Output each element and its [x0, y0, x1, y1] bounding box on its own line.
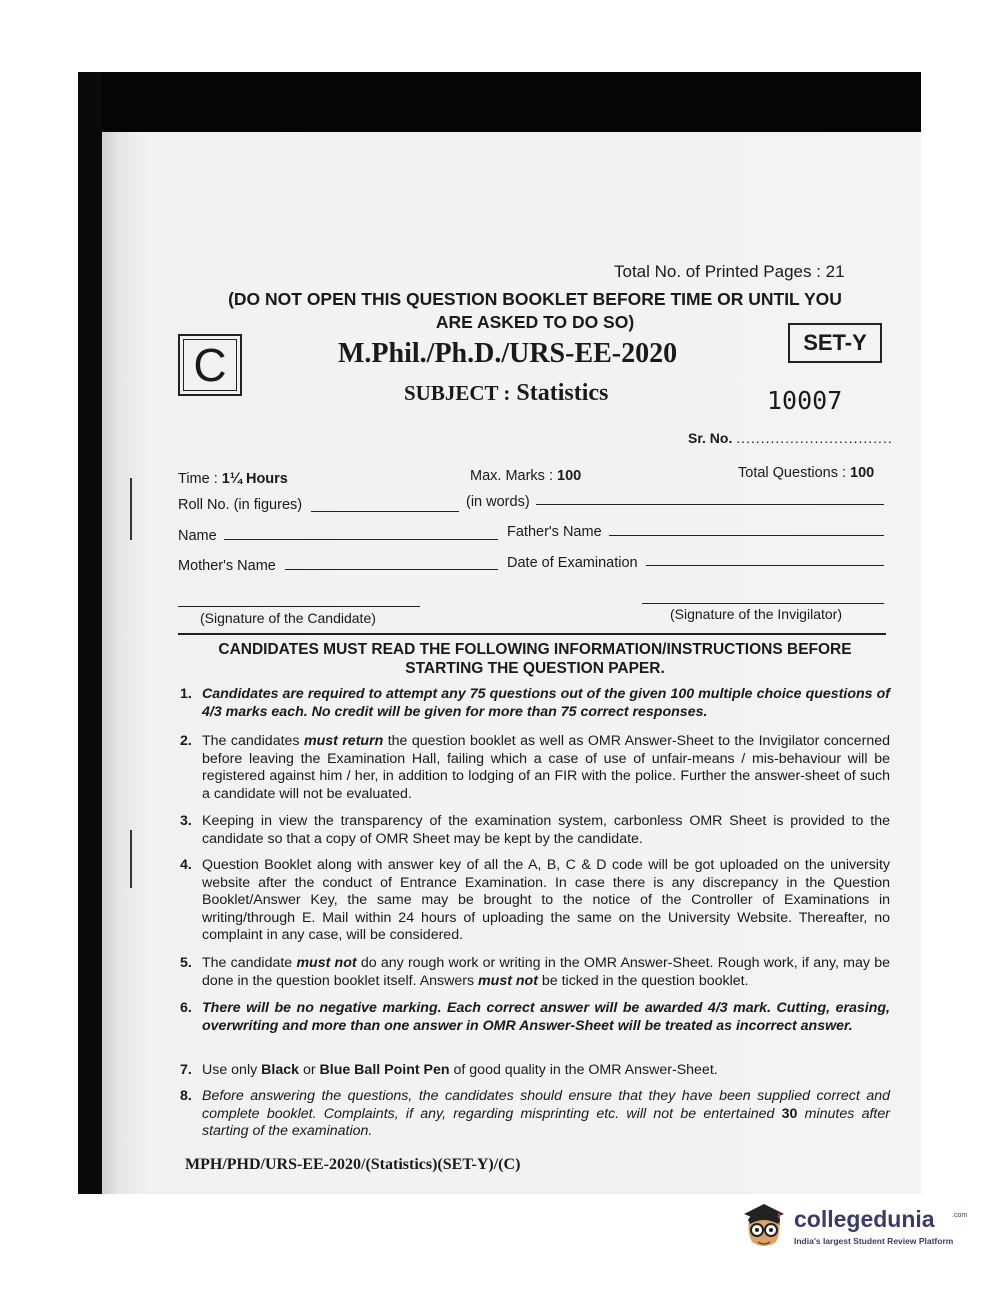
roll-words-blank: [536, 504, 884, 505]
candidate-signature-label: (Signature of the Candidate): [200, 610, 376, 626]
invigilator-signature-label: (Signature of the Invigilator): [670, 606, 842, 622]
instruction-text-part: be ticked in the question booklet.: [537, 972, 749, 989]
date-of-exam-label: Date of Examination: [507, 555, 638, 571]
sr-no: [688, 430, 893, 446]
sr-no-blank: ................................: [736, 430, 893, 446]
instruction-text: [202, 1088, 890, 1141]
roll-words-label: (in words): [466, 494, 530, 510]
mothers-name-blank: [285, 569, 498, 570]
instruction-text: [202, 955, 890, 990]
total-pages: Total No. of Printed Pages : 21: [614, 262, 845, 281]
instructions-heading: [185, 640, 885, 678]
instruction-text-part: do any rough work or writing in the OMR Answer-Sheet. Rough work, if any, may be done in the question booklet itself. Answers: [202, 955, 890, 989]
instruction-text-part: Use only: [202, 1062, 262, 1078]
instruction-emphasis: 30: [781, 1105, 798, 1122]
instruction-emphasis: must not: [296, 955, 357, 971]
roll-figures-blank: [311, 511, 459, 512]
margin-mark: [130, 478, 132, 540]
max-marks-label: Max. Marks :: [470, 468, 558, 484]
name-blank: [224, 539, 498, 540]
instruction-item: [180, 813, 890, 848]
instruction-text-part: the question booklet as well as OMR Answer-Sheet to the Invigilator concerned before leaving the Examination Hall, failing which a case of use of unfair-means / mis-behaviour will be registered against him / her, in addition to lodging of an FIR with the police. Further the answer-sheet of such a candidate will not be evaluated.: [202, 733, 890, 802]
max-marks-value: 100: [557, 468, 582, 484]
instruction-number: 3.: [180, 813, 192, 829]
time-field: [178, 471, 288, 487]
booklet-warning: [185, 288, 885, 334]
time-value: 1¼ Hours: [221, 471, 288, 487]
sr-no-label: Sr. No.: [688, 430, 733, 446]
instruction-item: [180, 686, 890, 721]
set-badge: SET-Y: [788, 323, 882, 363]
instruction-item: [180, 955, 890, 990]
instruction-text-part: or: [299, 1062, 320, 1078]
candidate-signature-line: [178, 606, 420, 607]
instruction-item: [180, 733, 890, 803]
roll-figures-label: Roll No. (in figures): [178, 497, 303, 513]
fathers-name-label: Father's Name: [507, 524, 602, 540]
subject-value: Statistics: [516, 380, 609, 406]
instruction-item: [180, 1000, 890, 1035]
mascot-icon: [738, 1200, 790, 1254]
booklet-code-box: C: [178, 334, 242, 396]
invigilator-signature-line: [642, 603, 884, 604]
subject-line: [404, 380, 608, 407]
collegedunia-logo[interactable]: [738, 1198, 968, 1260]
warning-line-1: (DO NOT OPEN THIS QUESTION BOOKLET BEFORE TIME OR UNTIL YOU: [228, 289, 842, 309]
instruction-item: [180, 1062, 890, 1080]
time-label: Time :: [178, 471, 222, 487]
mothers-name-label: Mother's Name: [178, 558, 276, 574]
margin-mark: [130, 830, 132, 888]
instruction-text: There will be no negative marking. Each correct answer will be awarded 4/3 mark. Cutting, erasing, overwriting and more than one answer in OMR Answer-Sheet will be treated as incorrect answer.: [202, 1000, 890, 1034]
footer-code: MPH/PHD/URS-EE-2020/(Statistics)(SET-Y)/(C): [185, 1156, 521, 1173]
instruction-number: 4.: [180, 857, 192, 873]
total-questions-field: [738, 465, 874, 481]
serial-number: 10007: [767, 386, 843, 415]
name-label: Name: [178, 528, 217, 544]
instruction-text-part: minutes after starting of the examination.: [202, 1105, 890, 1139]
instructions-heading-line-1: CANDIDATES MUST READ THE FOLLOWING INFORMATION/INSTRUCTIONS BEFORE: [218, 641, 852, 658]
instruction-text-part: of good quality in the OMR Answer-Sheet.: [449, 1062, 718, 1078]
instructions-heading-line-2: STARTING THE QUESTION PAPER.: [405, 660, 665, 677]
instruction-number: 6.: [180, 1000, 192, 1016]
instruction-emphasis: Blue Ball Point Pen: [319, 1062, 450, 1078]
max-marks-field: [470, 468, 581, 484]
instruction-emphasis: Black: [261, 1062, 299, 1078]
brand-domain: .com: [952, 1212, 968, 1219]
instruction-text: Candidates are required to attempt any 75 questions out of the given 100 multiple choice questions of 4/3 marks each. No credit will be given for more than 75 correct responses.: [202, 686, 890, 720]
instruction-number: 7.: [180, 1062, 192, 1078]
instruction-text-part: The candidates: [202, 733, 304, 749]
instruction-item: [180, 1088, 890, 1141]
instruction-text-part: The candidate: [202, 955, 297, 971]
instruction-number: 2.: [180, 733, 192, 749]
instruction-item: [180, 857, 890, 945]
instruction-number: 1.: [180, 686, 192, 702]
instruction-text: Question Booklet along with answer key of all the A, B, C & D code will be got uploaded on the university website after the conduct of Entrance Examination. In case there is any discrepancy in the Question Booklet/Answer Key, the same may be brought to the notice of the Controller of Examinations in writing/through E. Mail within 24 hours of uploading the same on the University Website. Thereafter, no complaint in any case, will be considered.: [202, 857, 890, 943]
instruction-text-part: Before answering the questions, the candidates should ensure that they have been supplied correct and complete booklet. Complaints, if any, regarding misprinting etc. will not be entertained: [202, 1088, 890, 1122]
total-questions-value: 100: [850, 465, 875, 481]
total-questions-label: Total Questions :: [738, 465, 851, 481]
scan-border-left: [78, 72, 102, 1194]
instruction-emphasis: must not: [478, 972, 538, 989]
instruction-text: Keeping in view the transparency of the examination system, carbonless OMR Sheet is provided to the candidate so that a copy of OMR Sheet may be kept by the candidate.: [202, 813, 890, 847]
instruction-text: [202, 733, 890, 803]
subject-label: SUBJECT :: [404, 381, 511, 405]
instruction-number: 5.: [180, 955, 192, 971]
instruction-number: 8.: [180, 1088, 192, 1104]
section-divider: [178, 633, 886, 635]
instruction-emphasis: must return: [303, 733, 384, 749]
fathers-name-blank: [609, 535, 884, 536]
instruction-text: [202, 1062, 890, 1080]
exam-title: M.Phil./Ph.D./URS-EE-2020: [338, 338, 678, 369]
warning-line-2: ARE ASKED TO DO SO): [435, 312, 635, 332]
date-of-exam-blank: [646, 565, 884, 566]
brand-tagline: India's largest Student Review Platform: [794, 1236, 954, 1246]
scan-border-top: [78, 72, 921, 132]
brand-name: collegedunia: [794, 1206, 935, 1232]
